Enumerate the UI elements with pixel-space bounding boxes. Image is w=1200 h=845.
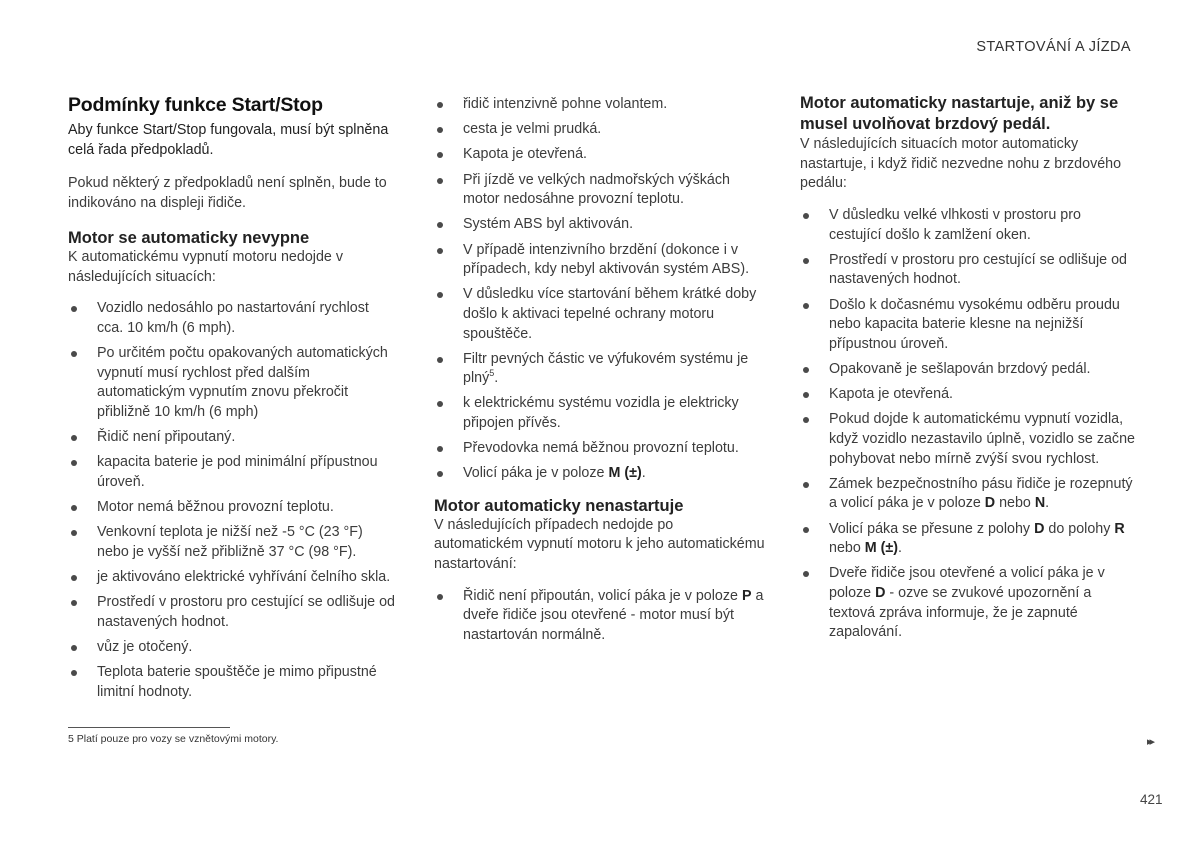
list-item: Dveře řidiče jsou otevřené a volicí páka je v poloze D - ozve se zvukové upozornění a textová zpráva informuje, že je zapnuté zapalování. [800, 564, 1135, 642]
list-item: cesta je velmi prudká. [434, 120, 766, 140]
section-intro-no-start: V následujících případech nedojde po automatickém vypnutí motoru k jeho automatickému nastartování: [434, 516, 765, 573]
list-item: kapacita baterie je pod minimální přípustnou úroveň. [68, 453, 398, 492]
paragraph-text: Pokud některý z předpokladů není splněn, bude to indikováno na displeji řidiče. [68, 175, 387, 212]
list-item: vůz je otočený. [68, 638, 398, 658]
page-number: 421 [1140, 792, 1163, 807]
list-item: Převodovka nemá běžnou provozní teplotu. [434, 439, 766, 459]
list-item: V důsledku velké vlhkosti v prostoru pro cestující došlo k zamlžení oken. [800, 206, 1135, 245]
list-item: Po určitém počtu opakovaných automatických vypnutí musí rychlost před dalším automatickým vypnutím znovu překročit přibližně 10 km/h (6 mph) [68, 344, 398, 422]
column-left [68, 93, 398, 708]
footnote-ref: 5 [489, 368, 495, 379]
list-item: Prostředí v prostoru pro cestující se odlišuje od nastavených hodnot. [800, 251, 1135, 290]
list-item: Zámek bezpečnostního pásu řidiče je rozepnutý a volicí páka je v poloze D nebo N. [800, 475, 1135, 514]
page-heading: Podmínky funkce Start/Stop [68, 94, 323, 116]
list-item: je aktivováno elektrické vyhřívání čelního skla. [68, 568, 398, 588]
list-item: Venkovní teplota je nižší než -5 °C (23 °F) nebo je vyšší než přibližně 37 °C (98 °F). [68, 523, 398, 562]
list-item: k elektrickému systému vozidla je elektricky připojen přívěs. [434, 394, 766, 433]
section-heading-no-start: Motor automaticky nenastartuje [434, 496, 684, 515]
section-intro-auto-start: V následujících situacích motor automaticky nastartuje, i když řidič nezvedne nohu z brzdového pedálu: [800, 136, 1122, 192]
list-item: V případě intenzivního brzdění (dokonce i v případech, kdy nebyl aktivován systém ABS). [434, 241, 766, 280]
footnote-divider [68, 727, 230, 728]
list-item: Volicí páka se přesune z polohy D do polohy R nebo M (±). [800, 520, 1135, 559]
list-item: Teplota baterie spouštěče je mimo připustné limitní hodnoty. [68, 663, 398, 702]
section-heading-no-stop: Motor se automaticky nevypne [68, 228, 310, 247]
list-item: Filtr pevných částic ve výfukovém systému je plný$^5$. [434, 350, 766, 389]
condition-list-auto-start [800, 206, 1135, 643]
list-item: Opakovaně je sešlapován brzdový pedál. [800, 360, 1135, 380]
list-item: Volicí páka je v poloze M (±). [434, 464, 766, 484]
section-title: STARTOVÁNÍ A JÍZDA [976, 39, 1131, 55]
list-item: Došlo k dočasnému vysokému odběru proudu nebo kapacita baterie klesne na nejnižší přípustnou úroveň. [800, 296, 1135, 355]
condition-list-no-start [434, 587, 766, 646]
column-right [800, 93, 1135, 648]
list-item: Řidič není připoutaný. [68, 428, 398, 448]
next-page-icon: ▸▸ [1147, 736, 1153, 748]
list-item: Kapota je otevřená. [434, 145, 766, 165]
gear-position: P [741, 587, 752, 604]
gear-position: M (±) [608, 465, 642, 482]
list-item: Řidič není připoután, volicí páka je v poloze P a dveře řidiče jsou otevřené - motor musí být nastartován normálně. [434, 587, 766, 646]
list-item: Pokud dojde k automatickému vypnutí vozidla, když vozidlo nezastavilo úplně, vozidlo se začne pohybovat nebo mírně zvýší svou rychlost. [800, 410, 1135, 469]
list-item: Vozidlo nedosáhlo po nastartování rychlost cca. 10 km/h (6 mph). [68, 299, 398, 338]
intro-text: Aby funkce Start/Stop fungovala, musí být splněna celá řada předpokladů. [68, 122, 389, 158]
condition-list-no-stop [68, 299, 398, 702]
list-item-text: Filtr pevných částic ve výfukovém systému je plný [463, 350, 749, 387]
list-item: Motor nemá běžnou provozní teplotu. [68, 498, 398, 518]
list-item: Kapota je otevřená. [800, 385, 1135, 405]
list-item: V důsledku více startování během krátké doby došlo k aktivaci tepelné ochrany motoru spouštěče. [434, 285, 766, 344]
footnote: 5 Platí pouze pro vozy se vznětovými motory. [68, 733, 279, 745]
condition-list-continued [434, 95, 766, 484]
list-item: Prostředí v prostoru pro cestující se odlišuje od nastavených hodnot. [68, 593, 398, 632]
list-item: Při jízdě ve velkých nadmořských výškách motor nedosáhne provozní teplotu. [434, 171, 766, 210]
column-middle [434, 95, 766, 651]
section-intro-no-stop: K automatickému vypnutí motoru nedojde v následujících situacích: [68, 248, 343, 285]
list-item: Systém ABS byl aktivován. [434, 215, 766, 235]
section-heading-auto-start: Motor automaticky nastartuje, aniž by se musel uvolňovat brzdový pedál. [800, 94, 1119, 133]
list-item: řidič intenzivně pohne volantem. [434, 95, 766, 115]
